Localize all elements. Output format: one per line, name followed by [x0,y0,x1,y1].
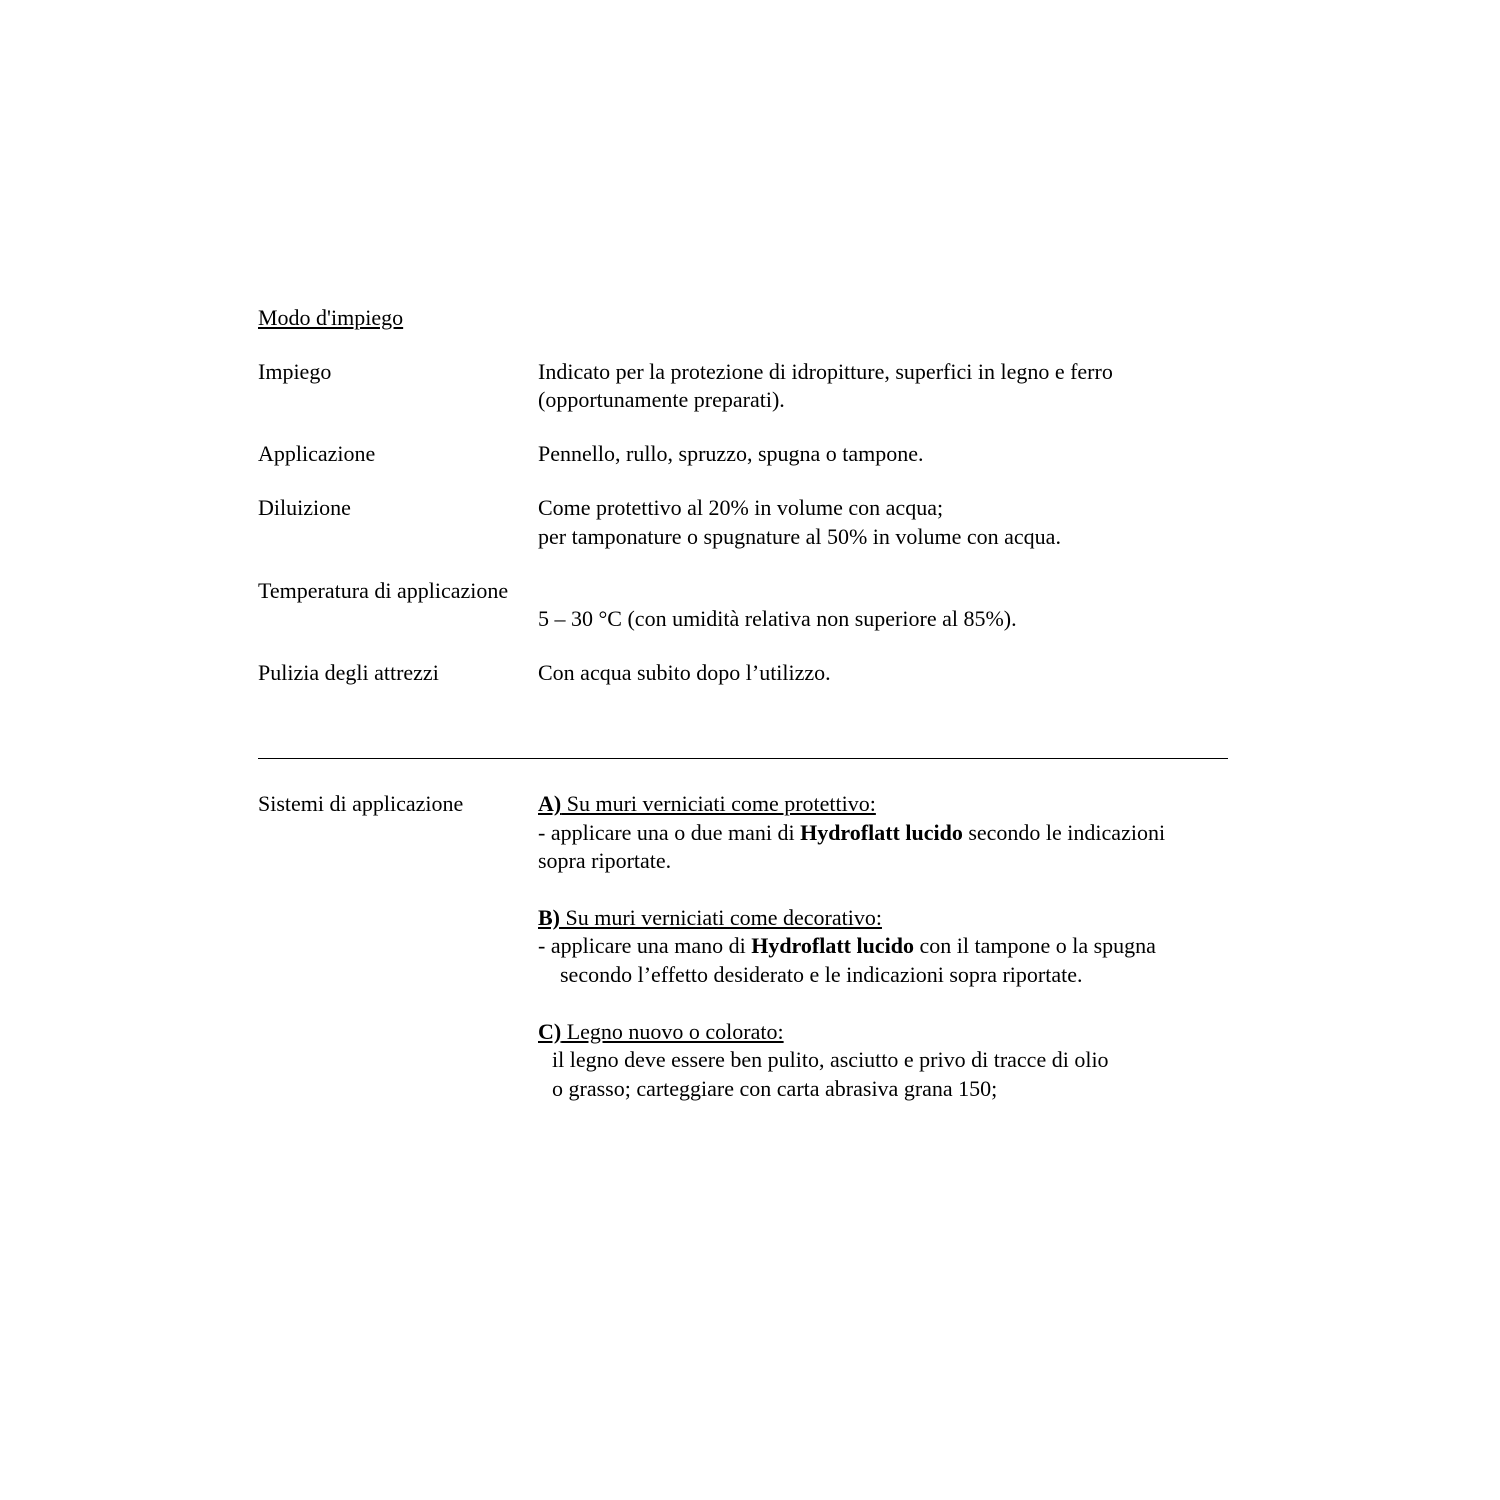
system-heading-b [538,904,1238,933]
system-letter: B) [538,904,560,930]
table-row [258,494,1238,550]
row-label-temperatura [258,577,538,605]
row-value-diluizione [538,494,1238,550]
table-row [258,440,1238,468]
label-line: applicazione [396,577,509,603]
system-line: sopra riportate. [538,848,672,874]
system-heading-text: Su muri verniciati come decorativo: [560,904,882,930]
horizontal-divider [258,758,1228,759]
value-line: 5 – 30 °C (con umidità relativa non superiore al 85%). [538,605,1017,631]
system-block-a [538,790,1238,876]
product-name: Hydroflatt lucido [800,819,963,845]
row-value-applicazione [538,440,1238,468]
row-value-impiego [538,358,1238,414]
system-heading-text: Su muri verniciati come protettivo: [561,791,876,816]
value-line: Pennello, rullo, spruzzo, spugna o tampone. [538,441,924,467]
systems-label: Sistemi di applicazione [258,791,464,816]
system-block-c [538,1018,1238,1104]
system-line-suffix: secondo le indicazioni [962,819,1166,845]
label-line: Temperatura di [258,577,392,603]
specifications-table [258,358,1238,713]
system-line [538,932,1238,961]
row-value-pulizia [538,659,1238,687]
system-block-b [538,904,1238,990]
system-heading-c [538,1018,1238,1047]
system-heading-text: Legno nuovo o colorato: [561,1018,784,1044]
value-line: Indicato per la protezione di idropitture, superfici in legno e ferro [538,359,1113,384]
row-value-temperatura [538,577,1238,633]
table-row [258,577,1238,633]
system-heading-a [538,790,1238,819]
value-line: per tamponature o spugnature al 50% in volume con acqua. [538,523,1061,549]
system-line: il legno deve essere ben pulito, asciutto e privo di tracce di olio [552,1047,1109,1073]
value-line: Con acqua subito dopo l’utilizzo. [538,659,831,685]
value-line: (opportunamente preparati). [538,387,785,413]
row-label-impiego: Impiego [258,359,332,384]
system-letter: C) [538,1018,562,1044]
system-line-suffix: con il tampone o la spugna [913,933,1156,959]
table-row [258,358,1238,414]
product-name: Hydroflatt lucido [751,933,914,959]
system-line: o grasso; carteggiare con carta abrasiva grana 150; [552,1075,998,1101]
row-label-applicazione: Applicazione [258,441,376,467]
system-line-prefix: - applicare una o due mani di [538,819,801,845]
system-letter: A) [538,791,562,816]
row-label-pulizia: Pulizia degli attrezzi [258,659,439,685]
value-line: Come protettivo al 20% in volume con acqua; [538,495,944,521]
row-label-diluizione: Diluizione [258,495,351,521]
section-title: Modo d'impiego [258,305,404,330]
system-line [538,819,1238,848]
application-systems-section [258,790,1238,1103]
system-line-prefix: - applicare una mano di [538,933,752,959]
table-row [258,659,1238,687]
systems-body [538,790,1238,1103]
system-line: secondo l’effetto desiderato e le indicazioni sopra riportate. [560,961,1083,987]
